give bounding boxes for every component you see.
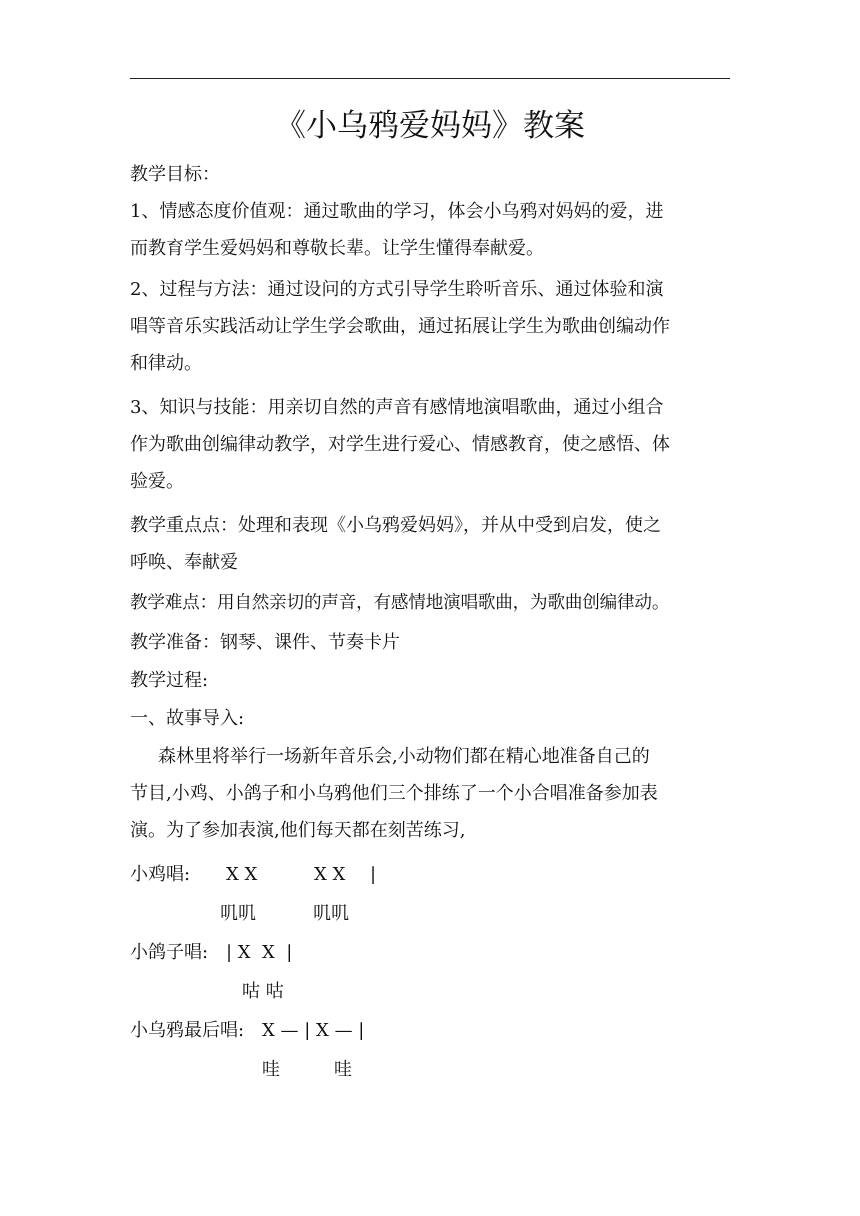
pigeon-rhythm: | X X | bbox=[226, 942, 293, 963]
goal-3-line: 3、知识与技能：用亲切自然的声音有感情地演唱歌曲，通过小组合 bbox=[130, 397, 664, 418]
process-heading: 教学过程: bbox=[130, 670, 209, 691]
goal-2-line: 2、过程与方法：通过设问的方式引导学生聆听音乐、通过体验和演 bbox=[130, 279, 664, 300]
section-1-heading: 一、故事导入: bbox=[130, 708, 245, 729]
pigeon-label: 小鸽子唱: bbox=[130, 942, 209, 963]
goal-2 bbox=[130, 271, 732, 382]
chick-lyric-1: 叽叽 bbox=[220, 903, 256, 924]
story-line: 森林里将举行一场新年音乐会,小动物们都在精心地准备自己的 bbox=[158, 746, 650, 767]
preparation: 教学准备：钢琴、课件、节奏卡片 bbox=[130, 632, 400, 653]
crow-lyric-1: 哇 bbox=[262, 1059, 280, 1080]
goals-heading: 教学目标： bbox=[130, 164, 220, 185]
chick-label: 小鸡唱: bbox=[130, 864, 191, 885]
key-points-line: 呼唤、奉献爱 bbox=[130, 552, 238, 573]
goal-2-line: 唱等音乐实践活动让学生学会歌曲，通过拓展让学生为歌曲创编动作 bbox=[130, 316, 670, 337]
story-line: 演。为了参加表演,他们每天都在刻苦练习, bbox=[130, 820, 466, 841]
chick-barline: | bbox=[370, 864, 377, 885]
document-title: 《小乌鸦爱妈妈》教案 bbox=[275, 108, 585, 144]
story-paragraph bbox=[130, 738, 732, 849]
goal-1 bbox=[130, 193, 732, 267]
goal-3 bbox=[130, 389, 732, 500]
chick-rhythm-2: X X bbox=[314, 864, 346, 885]
goal-1-line: 而教育学生爱妈妈和尊敬长辈。让学生懂得奉献爱。 bbox=[130, 238, 544, 259]
story-line: 节目,小鸡、小鸽子和小乌鸦他们三个排练了一个小合唱准备参加表 bbox=[130, 783, 658, 804]
crow-rhythm: X — | X — | bbox=[262, 1020, 365, 1041]
header-rule bbox=[130, 78, 730, 79]
crow-label: 小乌鸦最后唱: bbox=[130, 1020, 245, 1041]
pigeon-lyric: 咕 咕 bbox=[242, 981, 284, 1002]
difficulty: 教学难点：用自然亲切的声音，有感情地演唱歌曲，为歌曲创编律动。 bbox=[130, 593, 670, 613]
goal-2-line: 和律动。 bbox=[130, 353, 202, 374]
goal-3-line: 验爱。 bbox=[130, 471, 184, 492]
key-points-line: 教学重点点：处理和表现《小乌鸦爱妈妈》，并从中受到启发，使之 bbox=[130, 515, 661, 536]
chick-rhythm-1: X X bbox=[226, 864, 258, 885]
goal-3-line: 作为歌曲创编律动教学，对学生进行爱心、情感教育，使之感悟、体 bbox=[130, 434, 670, 455]
chick-lyric-2: 叽叽 bbox=[313, 903, 349, 924]
key-points bbox=[130, 507, 732, 581]
goal-1-line: 1、情感态度价值观：通过歌曲的学习，体会小乌鸦对妈妈的爱，进 bbox=[130, 201, 664, 222]
crow-lyric-2: 哇 bbox=[334, 1059, 352, 1080]
